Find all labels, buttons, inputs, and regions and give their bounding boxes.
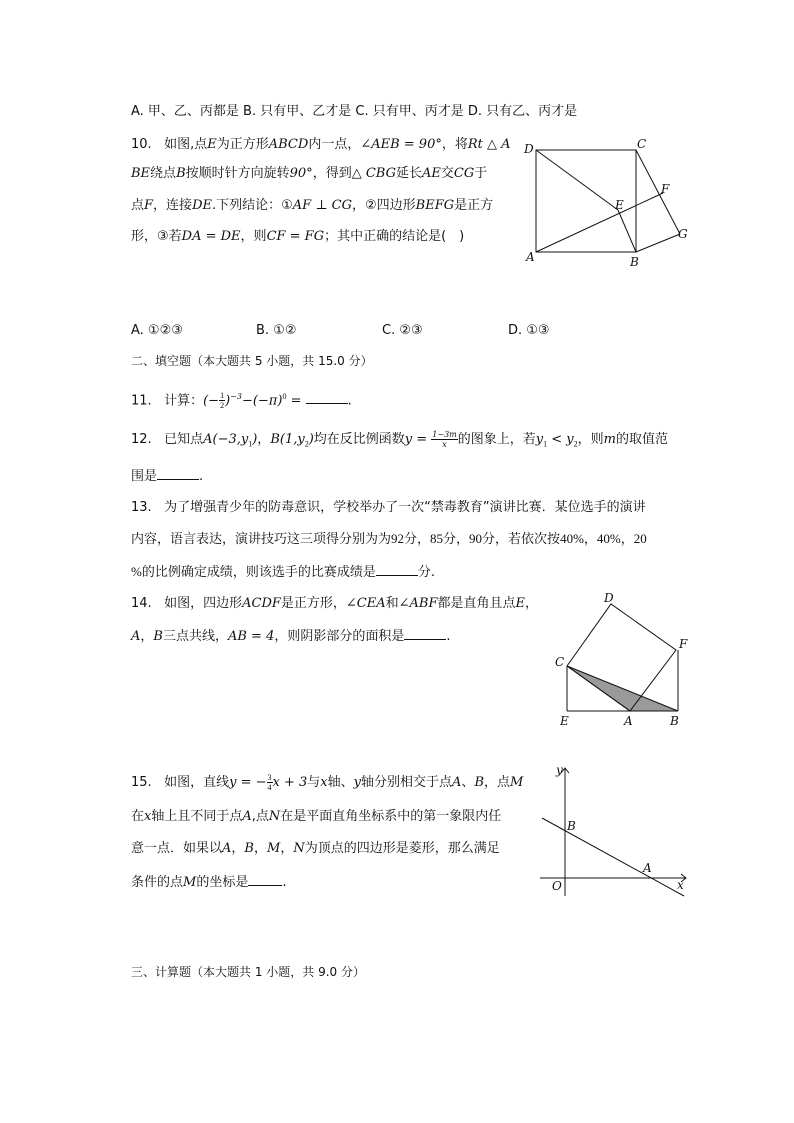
q15-var: B bbox=[474, 775, 484, 790]
shaded-triangle bbox=[567, 666, 678, 711]
q14-var: B bbox=[153, 629, 163, 644]
q10-text: ，得到 bbox=[312, 166, 352, 181]
q13-score: 90 bbox=[469, 531, 483, 546]
q10-line1 bbox=[131, 136, 511, 154]
q10-var: AE bbox=[421, 166, 441, 181]
q15-math: x + 3 bbox=[272, 775, 308, 790]
q14-text: 三点共线， bbox=[162, 629, 228, 644]
q13-line3 bbox=[131, 562, 435, 582]
q10-option-b: B. ①② bbox=[256, 323, 297, 338]
q13-text: 内容，语言表达，演讲技巧这三项得分别为为 bbox=[131, 532, 392, 547]
q10-text: ，则 bbox=[240, 229, 267, 244]
q12-text: 围是 bbox=[131, 469, 158, 484]
segment-bg bbox=[636, 234, 680, 252]
q10-math: DA = DE bbox=[181, 229, 241, 244]
label-g: G bbox=[678, 227, 688, 241]
q13-line1 bbox=[131, 499, 646, 517]
q15-frac-den: 4 bbox=[267, 783, 272, 792]
q15-var: M bbox=[267, 841, 281, 856]
q11-exp: −3 bbox=[230, 392, 242, 401]
q13-text: ， bbox=[583, 532, 597, 547]
q11-exp: 0 bbox=[282, 392, 287, 401]
q11-math: −(−π) bbox=[241, 393, 283, 409]
segment-cg bbox=[636, 150, 680, 234]
q12-fraction bbox=[431, 430, 457, 449]
label-o: O bbox=[552, 879, 562, 893]
q12-number: 12. bbox=[131, 432, 152, 447]
q12-text: 的图象上，若 bbox=[457, 432, 536, 447]
q10-text: ，②四边形 bbox=[352, 198, 416, 213]
q12-answer-blank[interactable] bbox=[157, 466, 199, 480]
q10-var: BEFG bbox=[415, 198, 455, 213]
q15-line3 bbox=[131, 840, 500, 858]
label-y: y bbox=[556, 763, 563, 777]
q10-text: .下列结论：① bbox=[211, 198, 293, 213]
q12-var: m bbox=[603, 432, 616, 447]
q15-text: . bbox=[282, 875, 287, 890]
q15-text: 轴、 bbox=[327, 775, 354, 790]
q12-text: ，则 bbox=[577, 432, 604, 447]
q13-number: 13. bbox=[131, 500, 152, 515]
q15-line2 bbox=[131, 808, 501, 826]
segment-de bbox=[536, 150, 618, 210]
q14-var: ACDF bbox=[242, 596, 281, 611]
q12-sub: 2 bbox=[304, 439, 309, 449]
q13-answer-blank[interactable] bbox=[376, 562, 418, 576]
q10-line2 bbox=[131, 165, 487, 183]
q12-frac-num: 1−3m bbox=[432, 430, 457, 439]
q15-var: N bbox=[268, 809, 281, 824]
q11-math: (− bbox=[203, 393, 220, 409]
q10-line3 bbox=[131, 197, 493, 215]
label-b: B bbox=[567, 819, 576, 833]
q13-score: 92 bbox=[391, 531, 405, 546]
q14-math: ∠ABF bbox=[398, 596, 438, 611]
q14-answer-blank[interactable] bbox=[404, 626, 446, 640]
q12-frac-den: x bbox=[442, 440, 447, 449]
q13-percent: % bbox=[131, 564, 142, 579]
q12-text: 已知点 bbox=[164, 432, 204, 447]
q15-var: x bbox=[320, 775, 328, 790]
q15-text: 在是平面直角坐标系中的第一象限内任 bbox=[280, 809, 502, 824]
q10-math: CF = FG bbox=[266, 229, 325, 244]
q11-text: . bbox=[347, 393, 352, 409]
q15-number: 15. bbox=[131, 775, 152, 790]
q13-percent: 20 bbox=[633, 531, 647, 546]
q11-text: 计算： bbox=[164, 393, 204, 409]
q13-text: 为了增强青少年的防毒意识，学校举办了一次“禁毒教育”演讲比赛．某位选手的演讲 bbox=[164, 500, 646, 515]
q11-frac-num: 1 bbox=[220, 391, 225, 401]
q15-text: 在 bbox=[131, 809, 145, 824]
section-2-heading: 二、填空题（本大题共 5 小题，共 15.0 分） bbox=[131, 354, 373, 368]
q10-text: 是正方 bbox=[454, 198, 494, 213]
q10-text: ；其中正确的结论是( ) bbox=[324, 229, 465, 244]
q10-line4 bbox=[131, 228, 464, 246]
label-a: A bbox=[624, 714, 633, 728]
q15-var: N bbox=[293, 841, 305, 856]
q13-text: 分，若依次按 bbox=[482, 532, 561, 547]
q14-math: AB = 4 bbox=[227, 629, 275, 644]
q10-text: 为正方形 bbox=[216, 137, 269, 152]
q11-answer-blank[interactable] bbox=[306, 390, 348, 404]
q15-var: A bbox=[242, 809, 252, 824]
q10-figure bbox=[520, 136, 695, 268]
label-b: B bbox=[630, 255, 639, 268]
q10-text: 点 bbox=[131, 198, 145, 213]
segment-af bbox=[536, 193, 663, 252]
q15-var: M bbox=[183, 875, 197, 890]
q13-text: 分， bbox=[443, 532, 470, 547]
q15-figure bbox=[536, 762, 696, 900]
q14-text: 和 bbox=[385, 596, 399, 611]
q10-text: ，将 bbox=[441, 137, 468, 152]
q10-var: E bbox=[207, 137, 217, 152]
q10-var: BE bbox=[131, 166, 151, 181]
q10-var: B bbox=[176, 166, 186, 181]
q14-text: 是正方形， bbox=[280, 596, 346, 611]
label-d: D bbox=[524, 142, 534, 156]
q12-math: < y bbox=[547, 432, 574, 447]
q13-text: 分. bbox=[417, 565, 435, 580]
q15-var: A bbox=[222, 841, 232, 856]
q15-var: x bbox=[144, 809, 152, 824]
q14-var: A bbox=[131, 629, 141, 644]
q14-number: 14. bbox=[131, 596, 152, 611]
q12-math: B(1,y bbox=[270, 432, 305, 447]
q10-text: 交 bbox=[440, 166, 454, 181]
q12-sub: 1 bbox=[543, 439, 548, 449]
label-c: C bbox=[555, 655, 565, 669]
q15-text: 的坐标是 bbox=[196, 875, 249, 890]
q15-text: 轴分别相交于点 bbox=[361, 775, 453, 790]
q12-text: 均在反比例函数 bbox=[313, 432, 405, 447]
q10-option-c: C. ②③ bbox=[382, 323, 423, 338]
q13-line2 bbox=[131, 530, 647, 549]
q14-text: 如图，四边形 bbox=[164, 596, 243, 611]
q10-var: CG bbox=[453, 166, 475, 181]
label-e: E bbox=[560, 714, 569, 728]
q10-var: DE bbox=[192, 198, 212, 213]
section-3-heading: 三、计算题（本大题共 1 小题，共 9.0 分） bbox=[131, 965, 365, 979]
q15-text: ， bbox=[280, 841, 294, 856]
q15-var: M bbox=[510, 775, 524, 790]
q12-sub: 2 bbox=[573, 439, 578, 449]
q15-text: ，点 bbox=[484, 775, 511, 790]
q15-var: B bbox=[244, 841, 254, 856]
q15-frac-num: 3 bbox=[267, 773, 272, 782]
q9-options: A. 甲、乙、丙都是 B. 只有甲、乙才是 C. 只有甲、丙才是 D. 只有乙、丙才是 bbox=[131, 104, 578, 119]
q14-line1 bbox=[131, 595, 538, 613]
label-a: A bbox=[526, 250, 535, 264]
q15-text: ,点 bbox=[251, 809, 269, 824]
label-f: F bbox=[661, 182, 670, 196]
segment-eb bbox=[618, 210, 636, 252]
q15-answer-blank[interactable] bbox=[248, 872, 282, 886]
q15-text: 轴上且不同于点 bbox=[151, 809, 243, 824]
label-c: C bbox=[637, 137, 647, 151]
q10-math: 90° bbox=[289, 166, 313, 181]
q10-text: 如图,点 bbox=[164, 137, 208, 152]
q10-option-d: D. ①③ bbox=[508, 323, 550, 338]
q12-line2 bbox=[131, 466, 203, 486]
q13-text: ， bbox=[620, 532, 634, 547]
q13-percent: 40% bbox=[596, 531, 621, 546]
q14-text: ， bbox=[140, 629, 154, 644]
q15-text: ， bbox=[253, 841, 267, 856]
q10-var: ABCD bbox=[268, 137, 309, 152]
q15-text: 、 bbox=[461, 775, 475, 790]
q15-var: y bbox=[353, 775, 362, 790]
q12-math: y bbox=[535, 432, 544, 447]
q15-line4 bbox=[131, 872, 286, 892]
q12-math: A(−3,y bbox=[203, 432, 249, 447]
q11-number: 11. bbox=[131, 393, 152, 409]
q10-text: 按顺时针方向旋转 bbox=[185, 166, 290, 181]
label-x: x bbox=[677, 878, 684, 892]
q15-text: 如图，直线 bbox=[164, 775, 230, 790]
label-f: F bbox=[679, 637, 688, 651]
label-e: E bbox=[615, 198, 624, 212]
q12-sub: 1 bbox=[248, 439, 253, 449]
q13-text: 分， bbox=[404, 532, 431, 547]
q12-text: . bbox=[199, 469, 204, 484]
q15-line1 bbox=[131, 773, 523, 792]
q10-math: ∠AEB = 90° bbox=[360, 137, 442, 152]
q14-line2 bbox=[131, 626, 451, 646]
q15-text: 意一点．如果以 bbox=[131, 841, 223, 856]
q15-text: ， bbox=[231, 841, 245, 856]
q10-text: 形，③若 bbox=[131, 229, 182, 244]
line-ab bbox=[542, 818, 684, 896]
q12-line1: 12. 已知点$A(-3,y_1)$，$B(1,y_2)$均在反比例函数y = $\frac{1-3m}{x}$ 的图象上，若$y_1 < y_2$，则m的取值范 bbox=[131, 430, 669, 449]
q14-figure bbox=[548, 588, 698, 730]
q14-math: ∠CEA bbox=[345, 596, 386, 611]
q12-math: y = bbox=[404, 432, 432, 447]
q13-percent: 40% bbox=[560, 531, 584, 546]
q15-var: A bbox=[452, 775, 462, 790]
q10-text: 绕点 bbox=[150, 166, 177, 181]
q13-score: 85 bbox=[430, 531, 444, 546]
q14-text: ， bbox=[525, 596, 539, 611]
label-b: B bbox=[670, 714, 679, 728]
q10-var: F bbox=[144, 198, 154, 213]
q15-text: 条件的点 bbox=[131, 875, 184, 890]
q14-text: . bbox=[446, 629, 451, 644]
q10-math: Rt △ A bbox=[467, 137, 511, 152]
q10-math: AF ⊥ CG bbox=[292, 198, 353, 213]
q11-line bbox=[131, 388, 352, 410]
q10-option-a: A. ①②③ bbox=[131, 323, 183, 338]
q11-frac-den: 2 bbox=[220, 401, 225, 411]
q14-text: 都是直角且点 bbox=[437, 596, 516, 611]
q11-math: = bbox=[286, 393, 306, 409]
q13-text: 的比例确定成绩，则该选手的比赛成绩是 bbox=[141, 565, 376, 580]
q10-number: 10. bbox=[131, 137, 152, 152]
q14-text: ，则阴影部分的面积是 bbox=[274, 629, 405, 644]
q10-math: △ CBG bbox=[351, 166, 396, 181]
q10-text: 延长 bbox=[395, 166, 422, 181]
q15-text: 为顶点的四边形是菱形，那么满足 bbox=[304, 841, 500, 856]
q11-math: ) bbox=[225, 393, 231, 409]
label-a: A bbox=[643, 861, 652, 875]
q15-text: 与 bbox=[307, 775, 321, 790]
q10-text: 于 bbox=[474, 166, 488, 181]
q14-var: E bbox=[515, 596, 526, 611]
q15-math: y = − bbox=[229, 775, 267, 790]
q12-text: ， bbox=[257, 432, 271, 447]
label-d: D bbox=[604, 591, 614, 605]
q10-text: 内一点， bbox=[308, 137, 361, 152]
q12-text: 的取值范 bbox=[616, 432, 669, 447]
q10-text: ，连接 bbox=[153, 198, 193, 213]
